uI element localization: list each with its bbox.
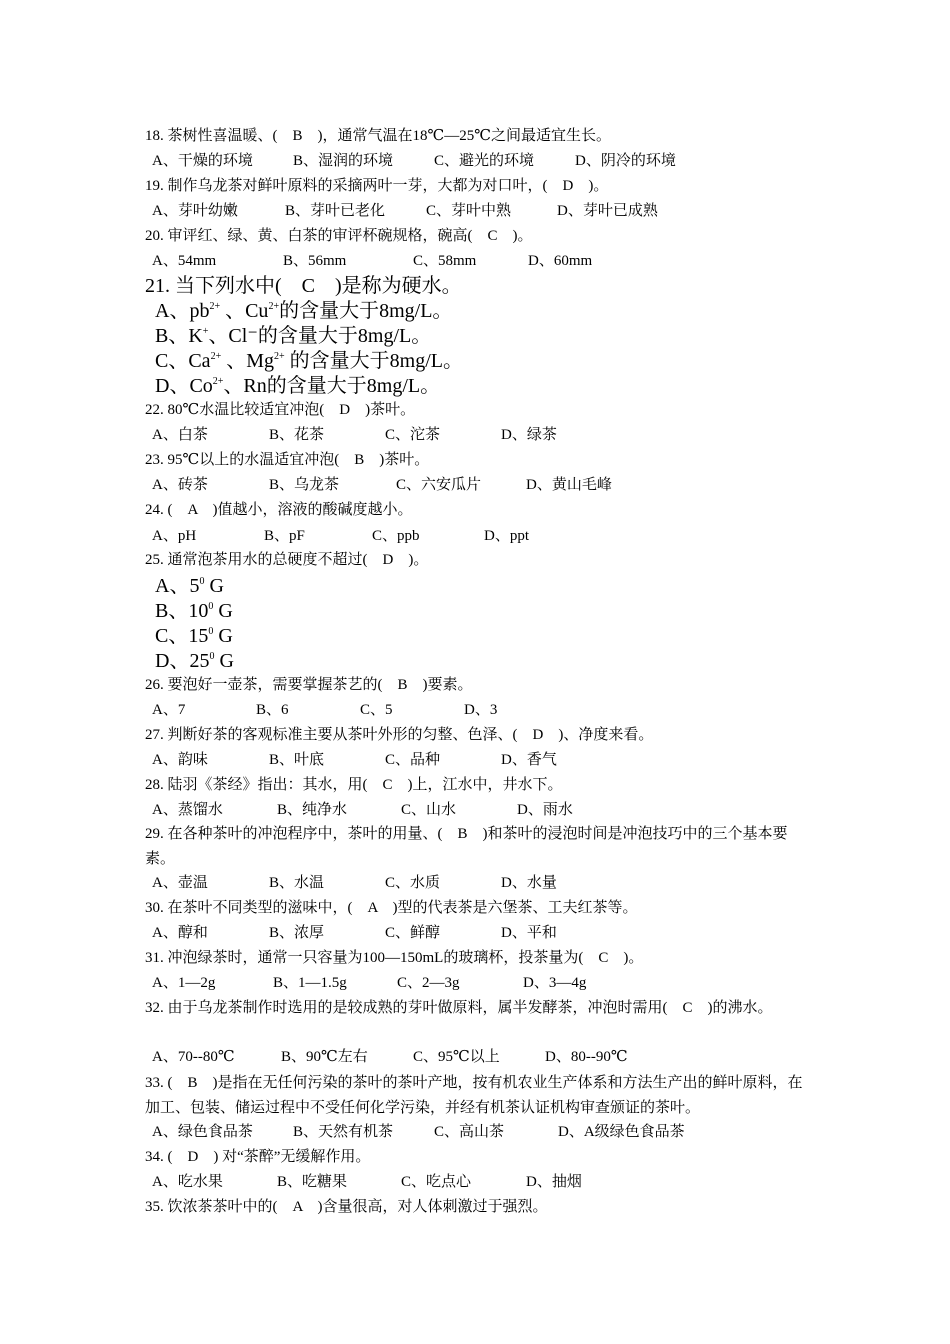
question-number: 23. — [145, 452, 164, 468]
option-c: C、5 — [360, 702, 393, 718]
options-20 — [152, 251, 592, 271]
question-text: ( B )是指在无任何污染的茶叶的茶叶产地，按有机农业生产体系和方法生产出的鲜叶原料，在加工、包装、储运过程中不受任何化学污染，并经有机茶认证机构审查颁证的茶叶。 — [145, 1075, 803, 1116]
option-c: C、$15^0$ G — [155, 625, 233, 647]
question-number: 22. — [145, 402, 164, 418]
option-a: A、白茶 — [152, 427, 208, 443]
option-b: B、K+、Cl⁻的含量大于8mg/L。 — [155, 325, 432, 347]
option-c: C、95℃以上 — [413, 1049, 500, 1065]
question-text: 在茶叶不同类型的滋味中，( A )型的代表茶是六堡茶、工夫红茶等。 — [167, 900, 638, 916]
option-c: C、鲜醇 — [385, 925, 441, 941]
question-number: 27. — [145, 727, 164, 743]
question-text: 95℃以上的水温适宜冲泡( B )茶叶。 — [167, 452, 430, 468]
option-a: A、醇和 — [152, 925, 208, 941]
options-31 — [152, 973, 586, 993]
option-a: A、吃水果 — [152, 1174, 223, 1190]
option-a: A、$pb^{2+}$ 、$Cu^{2+}$的含量大于8mg/L。 — [155, 300, 453, 322]
question-text: 饮浓茶茶叶中的( A )含量很高，对人体刺激过于强烈。 — [167, 1199, 548, 1215]
option-d: D、$Co^{2+}$、Rn的含量大于8mg/L。 — [155, 375, 441, 397]
option-b: B、6 — [256, 702, 289, 718]
option-a: A、干燥的环境 — [152, 153, 253, 169]
option-c: C、芽叶中熟 — [426, 203, 512, 219]
options-24 — [152, 526, 529, 546]
option-b: B、$10^0$ G — [155, 600, 233, 622]
question-text: 要泡好一壶茶，需要掌握茶艺的( B )要素。 — [167, 677, 473, 693]
option-b: B、天然有机茶 — [293, 1124, 394, 1140]
options-26 — [152, 700, 497, 720]
question-33 — [145, 1071, 810, 1121]
option-a: A、砖茶 — [152, 477, 208, 493]
option-a: A、70--80℃ — [152, 1049, 235, 1065]
option-d: D、80--90℃ — [545, 1049, 628, 1065]
option-b: B、花茶 — [269, 427, 325, 443]
question-21 — [145, 274, 462, 298]
option-a: A、pH — [152, 528, 197, 544]
options-18 — [152, 151, 676, 171]
option-c: C、高山茶 — [434, 1124, 505, 1140]
option-d: D、A级绿色食品茶 — [558, 1124, 685, 1140]
option-b: B、乌龙茶 — [269, 477, 340, 493]
option-b: B、水温 — [269, 875, 325, 891]
question-35 — [145, 1197, 548, 1217]
options-27 — [152, 750, 557, 770]
option-c: C、山水 — [401, 802, 457, 818]
options-30 — [152, 923, 557, 943]
question-number: 19. — [145, 178, 164, 194]
options-28 — [152, 800, 573, 820]
question-number: 20. — [145, 228, 164, 244]
question-text: 在各种茶叶的冲泡程序中，茶叶的用量、( B )和茶叶的浸泡时间是冲泡技巧中的三个基本要素。 — [145, 826, 788, 867]
option-a: A、54mm — [152, 253, 217, 269]
option-b: B、56mm — [283, 253, 347, 269]
option-c: C、品种 — [385, 752, 441, 768]
option-b: B、芽叶已老化 — [285, 203, 386, 219]
question-text: ( D ) 对“茶醉”无缓解作用。 — [167, 1149, 371, 1165]
options-34 — [152, 1172, 582, 1192]
option-a: A、$5^0$ G — [155, 575, 224, 597]
option-d: D、黄山毛峰 — [526, 477, 612, 493]
option-c: C、沱茶 — [385, 427, 441, 443]
option-c: C、吃点心 — [401, 1174, 472, 1190]
question-number: 29. — [145, 826, 164, 842]
option-b: B、叶底 — [269, 752, 325, 768]
option-c: C、58mm — [413, 253, 477, 269]
option-c: C、避光的环境 — [434, 153, 535, 169]
option-b: B、吃糖果 — [277, 1174, 348, 1190]
options-19 — [152, 201, 658, 221]
option-c: C、水质 — [385, 875, 441, 891]
option-d: D、绿茶 — [501, 427, 557, 443]
question-text: 判断好茶的客观标准主要从茶叶外形的匀整、色泽、( D )、净度来看。 — [167, 727, 654, 743]
option-a: A、7 — [152, 702, 186, 718]
question-text: ( A )值越小，溶液的酸碱度越小。 — [167, 502, 413, 518]
question-32 — [145, 996, 810, 1021]
question-number: 35. — [145, 1199, 164, 1215]
option-a: A、蒸馏水 — [152, 802, 223, 818]
option-b: B、90℃左右 — [281, 1049, 368, 1065]
question-text: 陆羽《茶经》指出：其水，用( C )上，江水中，井水下。 — [167, 777, 563, 793]
option-b: B、纯净水 — [277, 802, 348, 818]
question-number: 34. — [145, 1149, 164, 1165]
question-29 — [145, 822, 810, 872]
question-number: 18. — [145, 128, 164, 144]
question-24 — [145, 500, 413, 520]
question-30 — [145, 898, 638, 918]
option-b: B、浓厚 — [269, 925, 325, 941]
question-22 — [145, 400, 415, 420]
question-text: 80℃水温比较适宜冲泡( D )茶叶。 — [167, 402, 416, 418]
option-d: D、芽叶已成熟 — [557, 203, 658, 219]
option-a: A、芽叶幼嫩 — [152, 203, 238, 219]
question-25 — [145, 550, 428, 570]
question-19 — [145, 176, 608, 196]
option-d: D、平和 — [501, 925, 557, 941]
option-b: B、pF — [264, 528, 305, 544]
question-number: 32. — [145, 1000, 164, 1016]
option-d: D、60mm — [528, 253, 593, 269]
options-32 — [152, 1047, 628, 1067]
options-22 — [152, 425, 557, 445]
question-number: 25. — [145, 552, 164, 568]
option-a: A、壶温 — [152, 875, 208, 891]
question-number: 33. — [145, 1075, 164, 1091]
question-27 — [145, 725, 653, 745]
option-b: B、1—1.5g — [273, 975, 347, 991]
question-34 — [145, 1147, 370, 1167]
options-29 — [152, 873, 557, 893]
question-text: 审评红、绿、黄、白茶的审评杯碗规格，碗高( C )。 — [167, 228, 533, 244]
option-a: A、韵味 — [152, 752, 208, 768]
option-d: D、$25^0$ G — [155, 650, 234, 672]
options-33 — [152, 1122, 685, 1142]
question-31 — [145, 948, 643, 968]
question-number: 30. — [145, 900, 164, 916]
question-number: 24. — [145, 502, 164, 518]
question-number: 21. — [145, 275, 170, 297]
option-d: D、雨水 — [517, 802, 573, 818]
question-number: 26. — [145, 677, 164, 693]
option-d: D、3—4g — [523, 975, 587, 991]
question-text: 制作乌龙茶对鲜叶原料的采摘两叶一芽，大都为对口叶，( D )。 — [167, 178, 609, 194]
option-d: D、3 — [464, 702, 498, 718]
option-b: B、湿润的环境 — [293, 153, 394, 169]
option-c: C、2—3g — [397, 975, 460, 991]
option-c: C、$Ca^{2+}$ 、$Mg^{2+}$ 的含量大于8mg/L。 — [155, 350, 463, 372]
question-number: 31. — [145, 950, 164, 966]
option-c: C、六安瓜片 — [396, 477, 482, 493]
option-d: D、ppt — [484, 528, 530, 544]
option-d: D、香气 — [501, 752, 557, 768]
question-text: 茶树性喜温暖、( B )，通常气温在18℃—25℃之间最适宜生长。 — [167, 128, 612, 144]
question-23 — [145, 450, 429, 470]
question-26 — [145, 675, 473, 695]
option-d: D、抽烟 — [526, 1174, 582, 1190]
question-text: 冲泡绿茶时，通常一只容量为100—150mL的玻璃杯，投茶量为( C )。 — [167, 950, 644, 966]
option-d: D、阴冷的环境 — [575, 153, 676, 169]
option-a: A、1—2g — [152, 975, 216, 991]
question-text: 由于乌龙茶制作时选用的是较成熟的芽叶做原料，属半发酵茶，冲泡时需用( C )的沸水。 — [167, 1000, 773, 1016]
question-number: 28. — [145, 777, 164, 793]
question-18 — [145, 126, 611, 146]
question-28 — [145, 775, 563, 795]
question-20 — [145, 226, 533, 246]
question-text: 通常泡茶用水的总硬度不超过( D )。 — [167, 552, 429, 568]
options-23 — [152, 475, 612, 495]
question-text: 当下列水中( C )是称为硬水。 — [175, 275, 462, 297]
option-d: D、水量 — [501, 875, 557, 891]
option-a: A、绿色食品茶 — [152, 1124, 253, 1140]
option-c: C、ppb — [372, 528, 420, 544]
